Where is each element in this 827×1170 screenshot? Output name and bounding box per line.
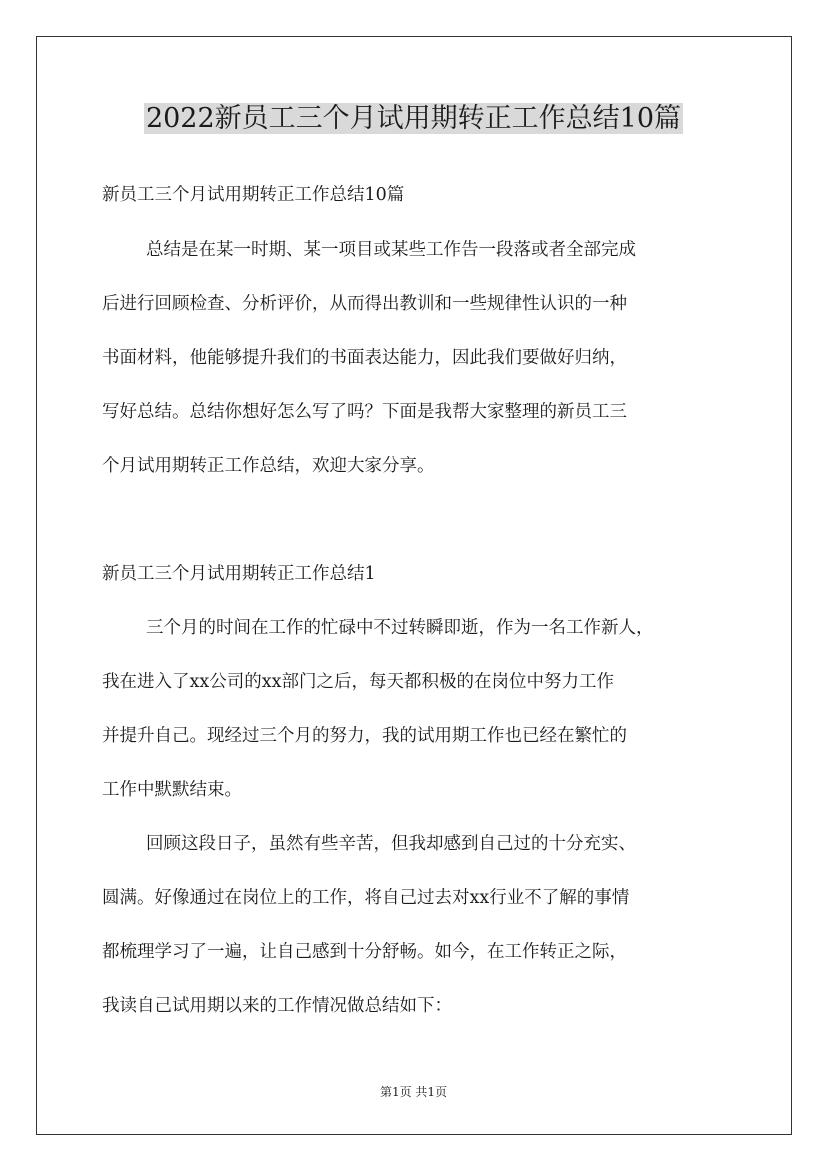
para2-line-3: 都梳理学习了一遍，让自己感到十分舒畅。如今，在工作转正之际， [102,942,627,962]
para1-line-3: 并提升自己。现经过三个月的努力，我的试用期工作也已经在繁忙的 [102,726,627,746]
intro-line-4: 写好总结。总结你想好怎么写了吗？下面是我帮大家整理的新员工三 [102,402,627,422]
document-title [0,100,827,138]
document-title-text: 2022新员工三个月试用期转正工作总结10篇 [145,103,682,134]
intro-line-3: 书面材料，他能够提升我们的书面表达能力，因此我们要做好归纳， [102,348,627,368]
intro-line-5: 个月试用期转正工作总结，欢迎大家分享。 [102,456,435,476]
page-footer: 第1页 共1页 [379,1085,448,1099]
para2-line-1: 回顾这段日子，虽然有些辛苦，但我却感到自己过的十分充实、 [146,834,636,854]
document-subtitle: 新员工三个月试用期转正工作总结10篇 [102,185,405,205]
intro-line-1: 总结是在某一时期、某一项目或某些工作告一段落或者全部完成 [146,240,636,260]
section-heading: 新员工三个月试用期转正工作总结1 [102,564,376,584]
intro-line-2: 后进行回顾检查、分析评价，从而得出教训和一些规律性认识的一种 [102,294,627,314]
para1-line-2: 我在进入了xx公司的xx部门之后，每天都积极的在岗位中努力工作 [102,672,614,692]
para2-line-2: 圆满。好像通过在岗位上的工作，将自己过去对xx行业不了解的事情 [102,888,630,908]
para2-line-4: 我读自己试用期以来的工作情况做总结如下： [102,996,452,1016]
para1-line-4: 工作中默默结束。 [102,780,242,800]
para1-line-1: 三个月的时间在工作的忙碌中不过转瞬即逝，作为一名工作新人， [146,618,654,638]
